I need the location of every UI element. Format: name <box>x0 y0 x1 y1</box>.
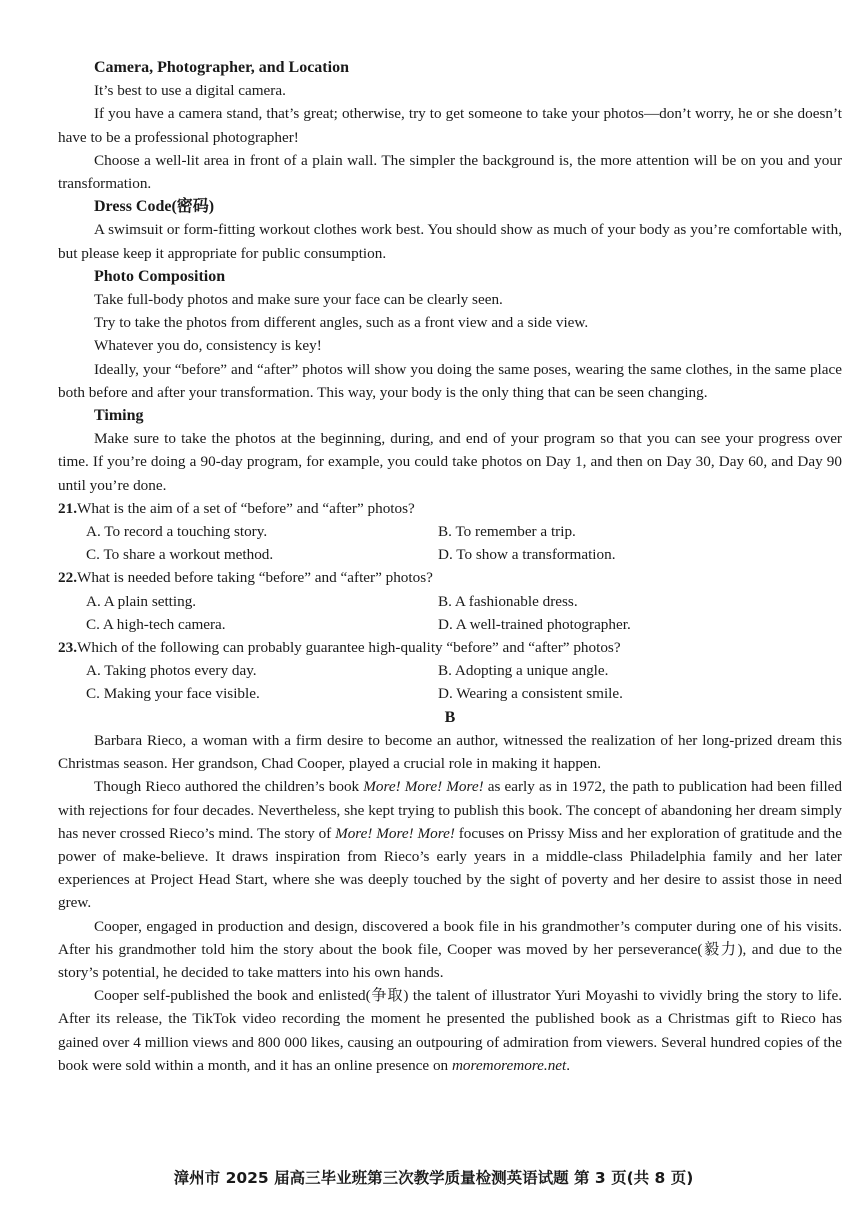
question-options <box>58 590 842 636</box>
option-b: B. A fashionable dress. <box>438 592 578 610</box>
heading-photo-composition: Photo Composition <box>94 267 226 285</box>
question-number: 22. <box>58 569 77 587</box>
website-name: moremoremore.net <box>451 1056 567 1074</box>
question-23 <box>58 636 842 706</box>
photo-paragraph-1: Take full-body photos and make sure your face can be clearly seen. <box>94 291 503 309</box>
paragraph-text: focuses on Prissy Miss and her exploration of gratitude and the power of make-believe. It draws inspiration from Rieco’s early years in a middle-class Philadelphia family and her later experiences at Project Head Start, where she was deeply touched by the sight of poverty and her desire to assist those in need grew. <box>58 824 842 912</box>
paragraph-text: Though Rieco authored the children’s book <box>94 778 364 796</box>
photo-paragraph-4: Ideally, your “before” and “after” photos will show you doing the same poses, wearing the same clothes, in the same place both before and after your transformation. This way, your body is the only thing that can be seen changing. <box>58 360 842 401</box>
option-d: D. To show a transformation. <box>438 546 616 564</box>
option-a: A. To record a touching story. <box>86 523 268 541</box>
camera-paragraph-2: If you have a camera stand, that’s great; otherwise, try to get someone to take your photos—don’t worry, he or she doesn’t have to be a professional photographer! <box>58 105 842 146</box>
option-d: D. Wearing a consistent smile. <box>438 685 623 703</box>
book-title: More! More! More! <box>363 778 484 796</box>
question-options <box>58 659 842 705</box>
question-number: 23. <box>58 639 77 657</box>
photo-paragraph-2: Try to take the photos from different angles, such as a front view and a side view. <box>94 314 589 332</box>
option-c: C. To share a workout method. <box>86 546 274 564</box>
passage-b-paragraph-2 <box>58 775 842 914</box>
option-a: A. Taking photos every day. <box>86 662 257 680</box>
passage-b-paragraph-3: Cooper, engaged in production and design, discovered a book file in his grandmother’s computer during one of his visits. After his grandmother told him the story about the book file, Cooper was moved by her perseverance(毅力), and due to the story’s potential, he decided to take matters into his own hands. <box>58 917 842 981</box>
section-b-label: B <box>444 708 456 726</box>
heading-timing: Timing <box>94 407 144 425</box>
page-footer: 漳州市 2025 届高三毕业班第三次教学质量检测英语试题 第 3 页(共 8 页) <box>173 1169 694 1187</box>
heading-camera: Camera, Photographer, and Location <box>94 59 349 76</box>
option-b: B. Adopting a unique angle. <box>438 662 609 680</box>
page-content <box>58 56 842 1077</box>
passage-b-paragraph-1: Barbara Rieco, a woman with a firm desire to become an author, witnessed the realization of her long-prized dream this Christmas season. Her grandson, Chad Cooper, played a crucial role in making it happen. <box>58 731 842 773</box>
question-stem <box>58 636 842 659</box>
paragraph-text: Cooper self-published the book and enlisted(争取) the talent of illustrator Yuri Moyashi to vividly bring the story to life. After its release, the TikTok video recording the moment he presented the published book as a Christmas gift to Rieco has gained over 4 million views and 800 000 likes, causing an outpouring of admiration from viewers. Several hundred copies of the book were sold within a month, and it has an online presence on <box>58 987 842 1074</box>
option-b: B. To remember a trip. <box>438 523 576 541</box>
passage-b-paragraph-4 <box>58 984 842 1077</box>
question-text: What is the aim of a set of “before” and “after” photos? <box>76 499 415 517</box>
camera-paragraph-1: It’s best to use a digital camera. <box>94 82 286 100</box>
dress-paragraph-1: A swimsuit or form-fitting workout clothes work best. You should show as much of your body as you’re comfortable with, but please keep it appropriate for public consumption. <box>58 221 842 262</box>
question-22 <box>58 566 842 636</box>
camera-paragraph-3: Choose a well-lit area in front of a plain wall. The simpler the background is, the more attention will be on you and your transformation. <box>58 151 842 193</box>
option-c: C. A high-tech camera. <box>86 615 226 633</box>
photo-paragraph-3: Whatever you do, consistency is key! <box>94 337 322 355</box>
question-text: Which of the following can probably guarantee high-quality “before” and “after” photos? <box>76 639 621 657</box>
option-d: D. A well-trained photographer. <box>438 615 631 633</box>
question-stem <box>58 566 842 589</box>
timing-paragraph-1: Make sure to take the photos at the beginning, during, and end of your program so that you can see your progress over time. If you’re doing a 90-day program, for example, you could take photos on Day 1, and then on Day 30, Day 60, and Day 90 until you’re done. <box>58 430 842 494</box>
option-c: C. Making your face visible. <box>86 685 260 703</box>
question-stem <box>58 497 842 520</box>
heading-dress-code: Dress Code(密码) <box>94 198 215 216</box>
question-21 <box>58 497 842 567</box>
option-a: A. A plain setting. <box>86 592 197 610</box>
paragraph-text: . <box>566 1056 571 1074</box>
question-text: What is needed before taking “before” and “after” photos? <box>76 569 433 587</box>
question-number: 21. <box>58 499 77 517</box>
book-title: More! More! More! <box>335 824 455 842</box>
question-options <box>58 520 842 566</box>
paragraph-text: as early as in 1972, the path to publication had been filled with rejections for four decades. Nevertheless, she kept trying to publish this book. The concept of abandoning her dream simply has never crossed Rieco’s mind. The story of <box>58 778 843 842</box>
